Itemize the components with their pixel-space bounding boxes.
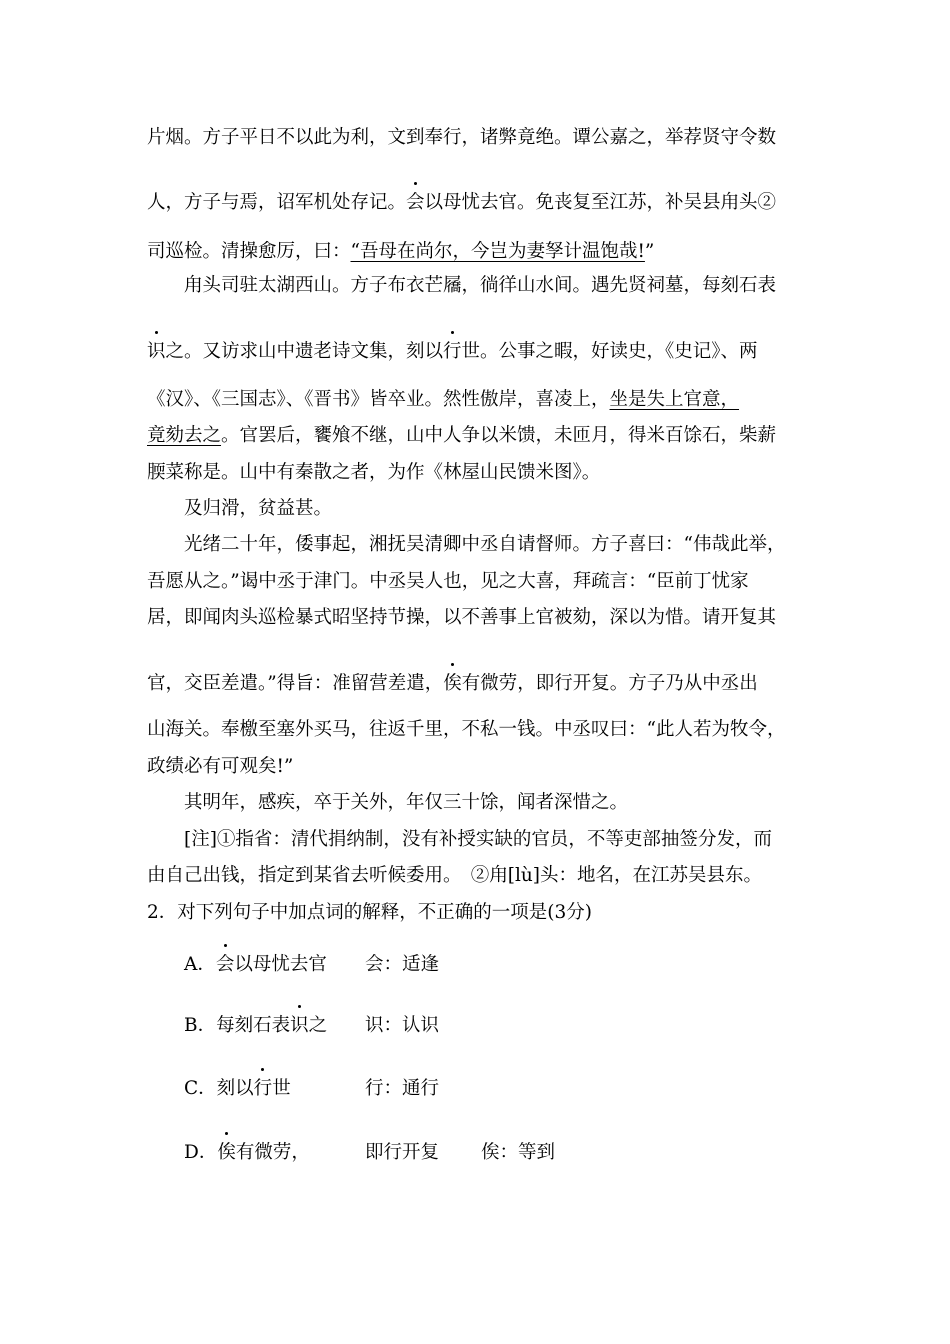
- question-stem: 2．对下列句子中加点词的解释，不正确的一项是(3分): [147, 902, 592, 923]
- dotted-character: 识: [147, 341, 166, 362]
- note-line: [注]①指省：清代捐纳制，没有补授实缺的官员，不等吏部抽签分发，而: [184, 829, 772, 850]
- dotted-character: 俟: [443, 673, 462, 694]
- passage-line: 政绩必有可观矣!”: [147, 756, 294, 777]
- passage-line: 甪头司驻太湖西山。方子布衣芒屩，徜徉山水间。遇先贤祠墓，每刻石表: [184, 275, 777, 296]
- dotted-character: 行: [253, 1078, 273, 1099]
- passage-line: 其明年，感疾，卒于关外，年仅三十馀，闻者深惜之。: [184, 792, 629, 813]
- dotted-character: 俟: [217, 1142, 236, 1163]
- passage-line: 腝菜称是。山中有秦散之者，为作《林屋山民馈米图》。: [147, 462, 601, 483]
- option-gloss: 俟：等到: [481, 1142, 556, 1163]
- passage-line: 光绪二十年，倭事起，湘抚吴清卿中丞自请督师。方子喜曰：“伟哉此举，: [184, 534, 786, 555]
- passage-line: 竟劾去之。官罢后，饔飧不继，山中人争以米馈，未匝月，得米百馀石，柴薪: [147, 425, 777, 446]
- dotted-character: 识: [290, 1015, 309, 1036]
- passage-line: 人，方子与焉，诏军机处存记。会以母忧去官。免丧复至江苏，补吴县甪头②: [147, 192, 777, 213]
- option-a: A．会以母忧去官 会：适逢: [184, 954, 440, 975]
- passage-line: 片烟。方子平日不以此为利，文到奉行，诸弊竟绝。谭公嘉之，举荐贤守令数: [147, 127, 777, 148]
- passage-line: 居，即闻肉头巡检暴式昭坚持节操，以不善事上官被劾，深以为惜。请开复其: [147, 607, 777, 628]
- passage-line: 《汉》、《三国志》、《晋书》皆卒业。然性傲岸，喜凌上，坐是失上官意，: [147, 389, 740, 410]
- passage-line: 及归滑，贫益甚。: [184, 498, 333, 519]
- option-b: B．每刻石表识之 识：认识: [184, 1015, 440, 1036]
- underlined-sentence: 坐是失上官意，: [609, 389, 740, 410]
- option-gloss: 识：认识: [365, 1015, 440, 1036]
- underlined-quote: “吾母在尚尔，今岂为妻孥计温饱哉!: [350, 241, 645, 262]
- passage-line: 识之。又访求山中遗老诗文集，刻以行世。公事之暇，好读史，《史记》、两: [147, 341, 758, 362]
- passage-line: 吾愿从之。”谒中丞于津门。中丞吴人也，见之大喜，拜疏言：“臣前丁忧家: [147, 571, 749, 592]
- option-gloss: 会：适逢: [365, 954, 440, 975]
- option-continuation: 即行开复: [365, 1142, 440, 1163]
- dotted-character: 会: [406, 192, 425, 213]
- underlined-sentence: 竟劾去之: [147, 425, 222, 446]
- option-d: D．俟有微劳， 即行开复 俟：等到: [184, 1142, 556, 1163]
- passage-line: 山海关。奉檄至塞外买马，往返千里，不私一钱。中丞叹曰：“此人若为牧令，: [147, 719, 786, 740]
- option-gloss: 行：通行: [365, 1078, 440, 1099]
- option-c: C．刻以行世 行：通行: [184, 1078, 440, 1099]
- note-line: 由自己出钱，指定到某省去听候委用。 ②甪[lù]头：地名，在江苏吴县东。: [147, 865, 763, 886]
- passage-line: 官，交臣差遣。”得旨：准留营差遣，俟有微劳，即行开复。方子乃从中丞出: [147, 673, 758, 694]
- dotted-character: 会: [215, 954, 235, 975]
- dotted-character: 行: [443, 341, 462, 362]
- passage-line: 司巡检。清操愈厉，曰：“吾母在尚尔，今岂为妻孥计温饱哉!”: [147, 241, 655, 262]
